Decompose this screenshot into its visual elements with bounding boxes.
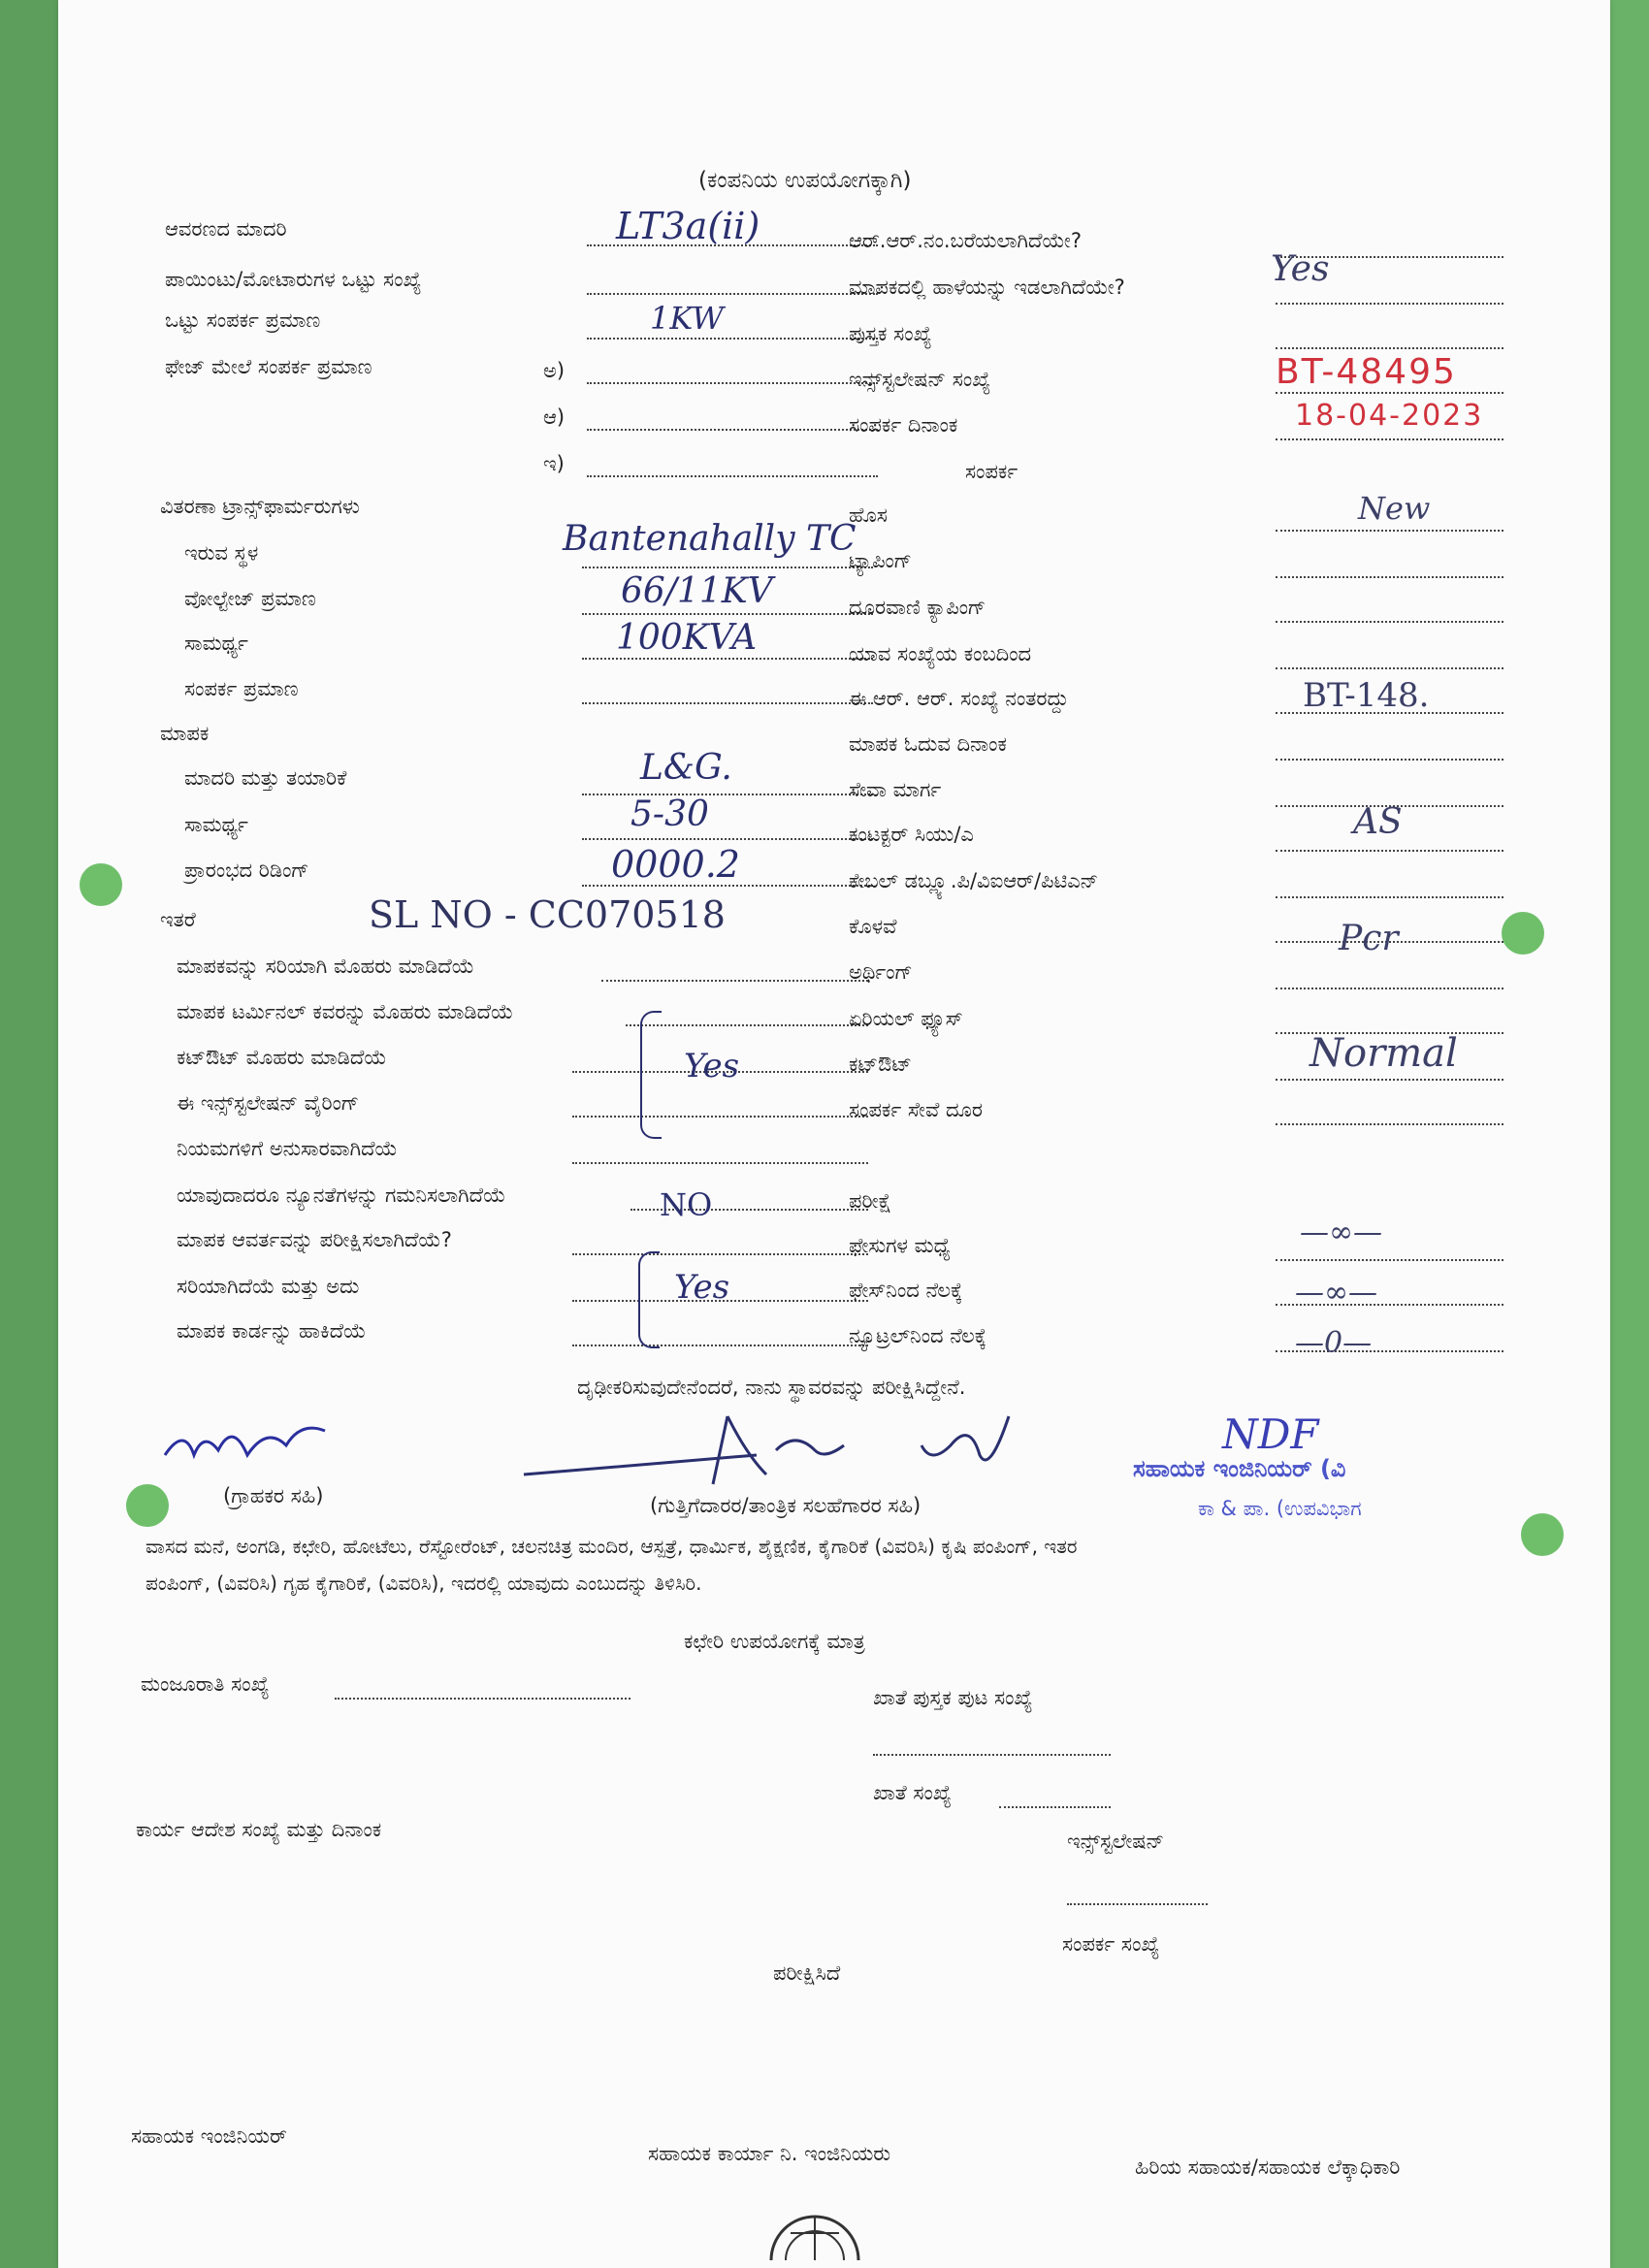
field-line bbox=[626, 1024, 868, 1026]
label-capacity: ಸಾಮರ್ಥ್ಯ bbox=[184, 632, 248, 655]
field-line bbox=[572, 1116, 868, 1118]
field-line bbox=[587, 338, 878, 340]
hw-phase-earth: —∞— bbox=[1295, 1276, 1377, 1310]
punch-hole bbox=[126, 1484, 169, 1527]
label-ledger-page: ಖಾತೆ ಪುಸ್ತಕ ಪುಟ ಸಂಖ್ಯೆ bbox=[873, 1686, 1033, 1709]
field-line bbox=[1276, 303, 1504, 305]
label-pole-no: ಯಾವ ಸಂಖ್ಯೆಯ ಕಂಬದಿಂದ bbox=[849, 642, 1032, 665]
usage-text-line1: ವಾಸದ ಮನೆ, ಅಂಗಡಿ, ಕಛೇರಿ, ಹೋಟೆಲು, ರೆಸ್ಟೋರೆಂಟ್, ಚಲನಚಿತ್ರ ಮಂದಿರ, ಆಸ್ಪತ್ರೆ, ಧಾರ್ಮಿಕ, ಶೈಕ್ಷಣಿಕ, ಕೈಗಾರಿಕೆ (ವಿವರಿಸಿ) ಕೃಷಿ ಪಂಪಿಂಗ್, ಇತರ bbox=[146, 1535, 1078, 1558]
hw-new: New bbox=[1358, 490, 1431, 527]
label-earthing: ಅರ್ಥಿಂಗ್ bbox=[849, 960, 913, 984]
label-transformers: ವಿತರಣಾ ಟ್ರಾನ್ಸ್‌ಫಾರ್ಮರುಗಳು bbox=[160, 495, 360, 518]
footer-aee: ಸಹಾಯಕ ಕಾರ್ಯಾ ನಿ. ಇಂಜಿನಿಯರು bbox=[648, 2142, 891, 2165]
declaration-text: ದೃಢೀಕರಿಸುವುದೇನೆಂದರೆ, ನಾನು ಸ್ಥಾವರವನ್ನು ಪರೀಕ್ಷಿಸಿದ್ದೇನೆ. bbox=[577, 1376, 966, 1399]
label-location: ಇರುವ ಸ್ಥಳ bbox=[184, 541, 259, 565]
label-meter-card: ಮಾಪಕ ಕಾರ್ಡನ್ನು ಹಾಕಿದೆಯೆ bbox=[177, 1319, 367, 1343]
label-checked: ಪರೀಕ್ಷಿಸಿದೆ bbox=[773, 1961, 841, 1985]
contractor-signature-label: (ಗುತ್ತಿಗೆದಾರರ/ತಾಂತ್ರಿಕ ಸಲಹೆಗಾರರ ಸಹಿ) bbox=[650, 1494, 922, 1517]
label-phase-b: ಆ) bbox=[543, 405, 566, 429]
label-connection-date: ಸಂಪರ್ಕ ದಿನಾಂಕ bbox=[849, 413, 958, 437]
usage-text-line2: ಪಂಪಿಂಗ್, (ವಿವರಿಸಿ) ಗೃಹ ಕೈಗಾರಿಕೆ, (ವಿವರಿಸಿ), ಇದರಲ್ಲಿ ಯಾವುದು ಎಂಬುದನ್ನು ತಿಳಿಸಿರಿ. bbox=[146, 1571, 702, 1595]
label-contactor: ಕಂಟಕ್ಟರ್ ಸಿಯು/ಎ bbox=[849, 823, 974, 846]
label-neutral-earth: ನ್ಯೂಟ್ರಲ್‌ನಿಂದ ನೆಲಕ್ಕೆ bbox=[849, 1324, 986, 1347]
hw-capacity: 100KVA bbox=[616, 618, 758, 658]
label-as-per-rules: ನಿಯಮಗಳಿಗೆ ಅನುಸಾರವಾಗಿದೆಯೆ bbox=[177, 1137, 398, 1160]
label-correct-and: ಸರಿಯಾಗಿದೆಯೆ ಮತ್ತು ಅದು bbox=[177, 1275, 360, 1298]
label-phone-tapping: ದೂರವಾಣಿ ಕ್ಯಾಪಿಂಗ್ bbox=[849, 596, 986, 619]
field-line bbox=[1276, 576, 1504, 578]
label-sanction-no: ಮಂಜೂರಾತಿ ಸಂಖ್ಯೆ bbox=[141, 1672, 270, 1696]
label-installation: ಇನ್ಸ್‌ಸ್ಟಲೇಷನ್ bbox=[1067, 1830, 1165, 1853]
label-meter-sealed: ಮಾಪಕವನ್ನು ಸರಿಯಾಗಿ ಮೊಹರು ಮಾಡಿದೆಯೆ bbox=[177, 955, 475, 978]
green-folder-right bbox=[1610, 0, 1649, 2268]
field-line bbox=[1276, 759, 1504, 761]
punch-hole bbox=[1521, 1513, 1564, 1556]
field-line bbox=[999, 1806, 1111, 1808]
hw-voltage: 66/11KV bbox=[621, 571, 773, 611]
field-line bbox=[582, 613, 873, 615]
label-defects: ಯಾವುದಾದರೂ ನ್ಯೂನತೆಗಳನ್ನು ಗಮನಿಸಲಾಗಿದೆಯೆ bbox=[177, 1183, 506, 1207]
label-between-phases: ಫೇಸುಗಳ ಮಧ್ಯೆ bbox=[849, 1234, 951, 1257]
label-initial-reading: ಪ್ರಾರಂಭದ ರಿಡಿಂಗ್ bbox=[184, 859, 309, 882]
hw-yes-2: Yes bbox=[684, 1047, 740, 1085]
field-line bbox=[587, 429, 878, 431]
hw-installation-no: BT-48495 bbox=[1276, 352, 1457, 392]
hw-serial: SL NO - CC070518 bbox=[369, 893, 726, 936]
hw-yes-3: Yes bbox=[674, 1268, 730, 1307]
label-service-distance: ಸಂಪರ್ಕ ಸೇವೆ ದೂರ bbox=[849, 1098, 984, 1121]
label-tapping: ಟ್ಯಾಪಿಂಗ್ bbox=[849, 549, 912, 572]
label-test: ಪರೀಕ್ಷೆ bbox=[849, 1189, 892, 1213]
label-installation-no: ಇನ್ಸ್‌ಸ್ಟಲೇಷನ್ ಸಂಖ್ಯೆ bbox=[849, 368, 991, 391]
contractor-signature-mark bbox=[504, 1407, 1086, 1494]
label-cable: ಕೇಬಲ್ ಡಬ್ಲ್ಯೂ.ಪಿ/ವಿಐಆರ್/ಪಿಟಿಎನ್ bbox=[849, 869, 1099, 892]
hw-neutral-earth: —0— bbox=[1295, 1326, 1373, 1360]
label-total-load: ಒಟ್ಟು ಸಂಪರ್ಕ ಪ್ರಮಾಣ bbox=[165, 308, 321, 332]
label-new: ಹೊಸ bbox=[849, 503, 888, 527]
punch-hole bbox=[80, 863, 122, 906]
label-phase-c: ಇ) bbox=[543, 452, 565, 475]
hw-meter-make: L&G. bbox=[640, 748, 732, 788]
label-pipe: ಕೊಳವೆ bbox=[849, 915, 897, 938]
hw-location: Bantenahally TC bbox=[563, 519, 857, 559]
footer-ae: ಸಹಾಯಕ ಇಂಜಿನಿಯರ್ bbox=[131, 2124, 287, 2148]
label-after-rr: ಈ ಆರ್. ಆರ್. ಸಂಖ್ಯೆ ನಂತರದ್ದು bbox=[849, 687, 1069, 710]
label-connected-load: ಸಂಪರ್ಕ ಪ್ರಮಾಣ bbox=[184, 677, 299, 700]
hw-total-load: 1KW bbox=[650, 300, 725, 337]
label-cutout: ಕಟ್‌ಔಟ್ bbox=[849, 1053, 912, 1076]
field-line bbox=[1276, 438, 1504, 440]
office-use-title: ಕಛೇರಿ ಉಪಯೋಗಕ್ಕೆ ಮಾತ್ರ bbox=[684, 1630, 865, 1653]
brace-mark bbox=[638, 1251, 660, 1348]
field-line bbox=[587, 293, 878, 295]
label-meter-rotation: ಮಾಪಕ ಆವರ್ತವನ್ನು ಪರೀಕ್ಷಿಸಲಾಗಿದೆಯೆ? bbox=[177, 1228, 452, 1251]
field-line bbox=[582, 658, 873, 660]
label-phase-a: ಅ) bbox=[543, 359, 566, 382]
label-meter-placed: ಮಾಪಕದಲ್ಲಿ ಹಾಳೆಯನ್ನು ಇಡಲಾಗಿದೆಯೇ? bbox=[849, 275, 1125, 299]
form-title: (ಕಂಪನಿಯ ಉಪಯೋಗಕ್ಕಾಗಿ) bbox=[698, 168, 912, 193]
label-phase-earth: ಫೇಸ್‌ನಿಂದ ನೆಲಕ್ಕೆ bbox=[849, 1279, 963, 1302]
consumer-signature-label: (ಗ್ರಾಹಕರ ಸಹಿ) bbox=[223, 1484, 324, 1507]
label-connection: ಸಂಪರ್ಕ bbox=[965, 460, 1018, 483]
field-line bbox=[582, 838, 873, 840]
field-line bbox=[1276, 621, 1504, 623]
label-service-route: ಸೇವಾ ಮಾರ್ಗ bbox=[849, 778, 942, 801]
hw-after-rr: BT-148. bbox=[1303, 676, 1430, 715]
label-terminal-sealed: ಮಾಪಕ ಟರ್ಮಿನಲ್ ಕವರನ್ನು ಮೊಹರು ಮಾಡಿದೆಯೆ bbox=[177, 1000, 514, 1023]
field-line bbox=[572, 1253, 868, 1255]
brace-mark bbox=[640, 1011, 662, 1139]
field-line bbox=[572, 1345, 868, 1346]
field-line bbox=[582, 567, 873, 568]
hw-cutout: Normal bbox=[1310, 1031, 1458, 1076]
hw-meter-capacity: 5-30 bbox=[630, 794, 709, 834]
field-line bbox=[1276, 392, 1504, 394]
field-line bbox=[1276, 988, 1504, 989]
emblem-icon bbox=[761, 2194, 868, 2262]
label-reading-date: ಮಾಪಕ ಓದುವ ದಿನಾಂಕ bbox=[849, 732, 1007, 756]
field-line bbox=[1276, 1259, 1504, 1261]
field-line bbox=[587, 475, 878, 477]
label-aerial-fuse: ಏರಿಯಲ್ ಫ್ಯೂಸ್ bbox=[849, 1007, 963, 1030]
label-meter: ಮಾಪಕ bbox=[160, 722, 210, 745]
label-points-total: ಪಾಯಿಂಟು/ಮೋಟಾರುಗಳ ಒಟ್ಟು ಸಂಖ್ಯೆ bbox=[165, 268, 422, 291]
label-meter-capacity: ಸಾಮರ್ಥ್ಯ bbox=[184, 813, 248, 836]
hw-contactor: AS bbox=[1353, 802, 1403, 842]
label-connection-no: ಸಂಪರ್ಕ ಸಂಖ್ಯೆ bbox=[1062, 1932, 1160, 1956]
stamp-office: ಕಾ & ಪಾ. (ಉಪವಿಭಾಗ bbox=[1198, 1497, 1362, 1520]
field-line bbox=[1276, 347, 1504, 349]
hw-yes-1: Yes bbox=[1271, 249, 1330, 289]
stamp-designation: ಸಹಾಯಕ ಇಂಜಿನಿಯರ್ (ವಿ bbox=[1133, 1455, 1346, 1482]
field-line bbox=[587, 382, 878, 384]
punch-hole bbox=[1502, 912, 1544, 955]
field-line bbox=[1276, 850, 1504, 852]
label-type-model: ಆವರಣದ ಮಾದರಿ bbox=[165, 217, 287, 241]
field-line bbox=[582, 794, 873, 795]
label-rr-written: ಆರ್.ಆರ್.ನಂ.ಬರೆಯಲಾಗಿದೆಯೇ? bbox=[849, 229, 1082, 252]
hw-initial-reading: 0000.2 bbox=[611, 843, 740, 886]
hw-defects: NO bbox=[660, 1186, 713, 1223]
label-meter-make: ಮಾದರಿ ಮತ್ತು ತಯಾರಿಕೆ bbox=[184, 766, 347, 790]
green-folder-left bbox=[0, 0, 58, 2268]
label-book-no: ಪುಸ್ತಕ ಸಂಖ್ಯೆ bbox=[849, 322, 932, 345]
footer-accountant: ಹಿರಿಯ ಸಹಾಯಕ/ಸಹಾಯಕ ಲೆಕ್ಕಾಧಿಕಾರಿ bbox=[1135, 2155, 1401, 2179]
field-line bbox=[601, 980, 868, 982]
label-cutout-sealed: ಕಟ್‌ಔಟ್ ಮೊಹರು ಮಾಡಿದೆಯೆ bbox=[177, 1046, 387, 1069]
hw-connection-date: 18-04-2023 bbox=[1295, 399, 1484, 433]
field-line bbox=[572, 1162, 868, 1164]
label-work-order: ಕಾರ್ಯ ಆದೇಶ ಸಂಖ್ಯೆ ಮತ್ತು ದಿನಾಂಕ bbox=[136, 1818, 382, 1841]
field-line bbox=[873, 1754, 1111, 1756]
label-others: ಇತರೆ bbox=[160, 908, 196, 931]
field-line bbox=[335, 1698, 630, 1700]
label-wiring: ಈ ಇನ್ಸ್‌ಸ್ಟಲೇಷನ್ ವೈರಿಂಗ್ bbox=[177, 1091, 360, 1115]
label-voltage: ವೋಲ್ಟೇಜ್ ಪ್ರಮಾಣ bbox=[184, 587, 316, 610]
label-phase-load: ಫೇಜ್ ಮೇಲೆ ಸಂಪರ್ಕ ಪ್ರಮಾಣ bbox=[165, 355, 372, 378]
field-line bbox=[1276, 1079, 1504, 1081]
field-line bbox=[1276, 530, 1504, 532]
hw-between-phases: —∞— bbox=[1300, 1215, 1382, 1249]
hw-type-model: LT3a(ii) bbox=[616, 205, 760, 247]
form-sheet bbox=[58, 0, 1610, 2268]
consumer-signature-mark bbox=[155, 1407, 407, 1484]
field-line bbox=[1276, 896, 1504, 898]
field-line bbox=[1067, 1903, 1208, 1905]
label-account-no: ಖಾತೆ ಸಂಖ್ಯೆ bbox=[873, 1781, 952, 1804]
stamp-initials: NDF bbox=[1222, 1410, 1319, 1458]
field-line bbox=[1276, 1123, 1504, 1125]
hw-pipe: Pcr bbox=[1339, 919, 1399, 958]
field-line bbox=[1276, 667, 1504, 669]
field-line bbox=[582, 702, 873, 704]
